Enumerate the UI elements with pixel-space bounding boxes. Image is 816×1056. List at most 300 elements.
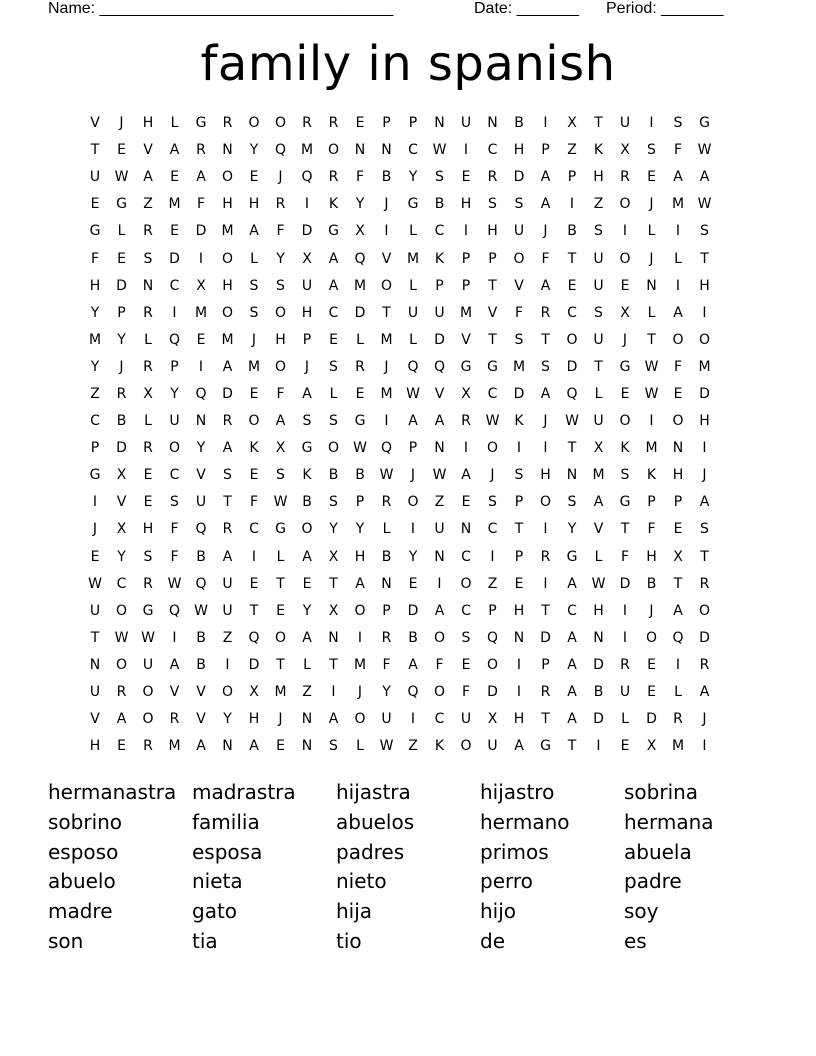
grid-letter[interactable]: Q <box>672 629 685 646</box>
grid-letter[interactable]: R <box>620 656 631 673</box>
grid-letter[interactable]: T <box>488 277 498 294</box>
grid-letter[interactable]: D <box>646 711 658 728</box>
grid-letter[interactable]: G <box>619 494 631 511</box>
grid-letter[interactable]: P <box>647 494 657 511</box>
grid-letter[interactable]: U <box>222 575 234 592</box>
grid-letter[interactable]: D <box>301 223 313 240</box>
grid-letter[interactable]: T <box>249 602 259 619</box>
grid-letter[interactable]: H <box>248 196 260 213</box>
grid-letter[interactable]: O <box>274 115 287 132</box>
grid-letter[interactable]: A <box>328 277 339 294</box>
grid-letter[interactable]: F <box>461 684 471 701</box>
grid-letter[interactable]: F <box>647 521 657 538</box>
grid-letter[interactable]: Q <box>566 385 579 402</box>
grid-letter[interactable]: M <box>592 467 606 484</box>
grid-letter[interactable]: S <box>594 304 604 321</box>
grid-letter[interactable]: D <box>619 575 631 592</box>
grid-letter[interactable]: B <box>408 629 419 646</box>
grid-letter[interactable]: F <box>355 169 365 186</box>
grid-letter[interactable]: H <box>89 277 101 294</box>
grid-letter[interactable]: U <box>513 223 525 240</box>
grid-letter[interactable]: W <box>565 413 580 430</box>
grid-letter[interactable]: O <box>698 602 711 619</box>
grid-letter[interactable]: X <box>116 467 127 484</box>
grid-letter[interactable]: F <box>673 358 683 375</box>
grid-letter[interactable]: O <box>619 413 632 430</box>
grid-letter[interactable]: D <box>116 440 128 457</box>
grid-letter[interactable]: R <box>381 629 392 646</box>
grid-letter[interactable]: P <box>302 331 312 348</box>
grid-letter[interactable]: P <box>514 494 524 511</box>
grid-letter[interactable]: A <box>461 467 472 484</box>
grid-letter[interactable]: O <box>539 494 552 511</box>
grid-letter[interactable]: D <box>513 385 525 402</box>
grid-letter[interactable]: B <box>567 223 578 240</box>
grid-letter[interactable]: T <box>514 521 524 538</box>
grid-letter[interactable]: I <box>543 521 549 538</box>
grid-letter[interactable]: G <box>540 738 552 755</box>
grid-letter[interactable]: E <box>620 277 630 294</box>
grid-letter[interactable]: V <box>90 711 101 728</box>
grid-letter[interactable]: Y <box>567 521 577 538</box>
grid-letter[interactable]: N <box>89 656 101 673</box>
grid-letter[interactable]: O <box>672 331 685 348</box>
grid-letter[interactable]: R <box>143 223 154 240</box>
grid-letter[interactable]: O <box>142 684 155 701</box>
grid-letter[interactable]: H <box>513 602 525 619</box>
grid-letter[interactable]: A <box>116 711 127 728</box>
grid-letter[interactable]: S <box>329 413 339 430</box>
grid-letter[interactable]: V <box>487 304 498 321</box>
grid-letter[interactable]: A <box>699 494 710 511</box>
grid-letter[interactable]: A <box>540 385 551 402</box>
grid-letter[interactable]: N <box>222 142 234 159</box>
grid-letter[interactable]: A <box>302 629 313 646</box>
grid-letter[interactable]: X <box>275 440 286 457</box>
grid-letter[interactable]: J <box>357 684 363 701</box>
grid-letter[interactable]: I <box>543 115 549 132</box>
grid-letter[interactable]: S <box>223 467 233 484</box>
grid-letter[interactable]: K <box>646 467 657 484</box>
grid-letter[interactable]: E <box>276 602 286 619</box>
grid-letter[interactable]: O <box>645 629 658 646</box>
grid-letter[interactable]: R <box>143 304 154 321</box>
grid-letter[interactable]: T <box>567 250 577 267</box>
grid-letter[interactable]: A <box>302 385 313 402</box>
grid-letter[interactable]: J <box>543 413 549 430</box>
grid-letter[interactable]: J <box>278 711 284 728</box>
grid-letter[interactable]: J <box>702 467 708 484</box>
grid-letter[interactable]: E <box>302 575 312 592</box>
grid-letter[interactable]: L <box>382 521 391 538</box>
grid-letter[interactable]: I <box>675 656 681 673</box>
grid-letter[interactable]: W <box>697 196 712 213</box>
grid-letter[interactable]: K <box>302 467 313 484</box>
grid-letter[interactable]: A <box>275 413 286 430</box>
grid-letter[interactable]: T <box>594 115 604 132</box>
grid-letter[interactable]: M <box>459 304 473 321</box>
grid-letter[interactable]: X <box>593 440 604 457</box>
grid-letter[interactable]: H <box>646 548 658 565</box>
grid-letter[interactable]: Y <box>196 440 206 457</box>
grid-letter[interactable]: D <box>513 169 525 186</box>
grid-letter[interactable]: I <box>543 440 549 457</box>
grid-letter[interactable]: Z <box>302 684 313 701</box>
grid-letter[interactable]: O <box>460 575 473 592</box>
grid-letter[interactable]: Q <box>380 440 393 457</box>
grid-letter[interactable]: J <box>702 711 708 728</box>
grid-letter[interactable]: I <box>702 738 708 755</box>
grid-letter[interactable]: C <box>461 602 472 619</box>
grid-letter[interactable]: I <box>702 440 708 457</box>
grid-letter[interactable]: E <box>647 169 657 186</box>
grid-letter[interactable]: D <box>593 656 605 673</box>
grid-letter[interactable]: R <box>620 169 631 186</box>
grid-letter[interactable]: E <box>117 250 127 267</box>
grid-letter[interactable]: P <box>541 142 551 159</box>
grid-letter[interactable]: A <box>434 413 445 430</box>
grid-letter[interactable]: U <box>142 656 154 673</box>
grid-letter[interactable]: R <box>699 656 710 673</box>
grid-letter[interactable]: H <box>142 115 154 132</box>
grid-letter[interactable]: G <box>460 358 472 375</box>
grid-letter[interactable]: D <box>407 602 419 619</box>
grid-letter[interactable]: P <box>488 250 498 267</box>
grid-letter[interactable]: J <box>543 223 549 240</box>
grid-letter[interactable]: M <box>353 277 367 294</box>
grid-letter[interactable]: M <box>247 358 261 375</box>
grid-letter[interactable]: Z <box>408 738 419 755</box>
grid-letter[interactable]: E <box>329 331 339 348</box>
grid-letter[interactable]: O <box>460 738 473 755</box>
grid-letter[interactable]: Z <box>222 629 233 646</box>
grid-letter[interactable]: O <box>221 169 234 186</box>
grid-letter[interactable]: H <box>540 467 552 484</box>
grid-letter[interactable]: F <box>620 548 630 565</box>
grid-letter[interactable]: N <box>222 738 234 755</box>
grid-letter[interactable]: V <box>514 277 525 294</box>
grid-letter[interactable]: O <box>566 331 579 348</box>
grid-letter[interactable]: A <box>143 169 154 186</box>
grid-letter[interactable]: M <box>645 440 659 457</box>
grid-letter[interactable]: W <box>644 385 659 402</box>
grid-letter[interactable]: Q <box>274 142 287 159</box>
grid-letter[interactable]: N <box>513 629 525 646</box>
grid-letter[interactable]: T <box>276 575 286 592</box>
grid-letter[interactable]: F <box>541 250 551 267</box>
grid-letter[interactable]: I <box>543 575 549 592</box>
grid-letter[interactable]: J <box>119 358 125 375</box>
grid-letter[interactable]: F <box>249 494 259 511</box>
grid-letter[interactable]: P <box>90 440 100 457</box>
grid-letter[interactable]: P <box>382 115 392 132</box>
grid-letter[interactable]: E <box>461 656 471 673</box>
grid-letter[interactable]: V <box>593 521 604 538</box>
grid-letter[interactable]: M <box>512 358 526 375</box>
grid-letter[interactable]: H <box>593 602 605 619</box>
grid-letter[interactable]: J <box>384 196 390 213</box>
grid-letter[interactable]: O <box>115 656 128 673</box>
grid-letter[interactable]: S <box>514 196 524 213</box>
grid-letter[interactable]: X <box>620 304 631 321</box>
grid-letter[interactable]: E <box>143 467 153 484</box>
grid-letter[interactable]: A <box>196 738 207 755</box>
grid-letter[interactable]: E <box>620 738 630 755</box>
grid-letter[interactable]: K <box>434 250 445 267</box>
grid-letter[interactable]: I <box>198 250 204 267</box>
grid-letter[interactable]: A <box>222 548 233 565</box>
grid-letter[interactable]: C <box>487 385 498 402</box>
grid-letter[interactable]: L <box>170 115 179 132</box>
grid-letter[interactable]: E <box>673 521 683 538</box>
grid-letter[interactable]: D <box>222 385 234 402</box>
grid-letter[interactable]: V <box>461 331 472 348</box>
grid-letter[interactable]: B <box>514 115 525 132</box>
grid-letter[interactable]: I <box>622 602 628 619</box>
grid-letter[interactable]: R <box>673 711 684 728</box>
grid-letter[interactable]: X <box>249 684 260 701</box>
grid-letter[interactable]: I <box>516 684 522 701</box>
grid-letter[interactable]: M <box>194 304 208 321</box>
grid-letter[interactable]: E <box>514 575 524 592</box>
grid-letter[interactable]: R <box>143 440 154 457</box>
grid-letter[interactable]: V <box>90 115 101 132</box>
grid-letter[interactable]: A <box>434 602 445 619</box>
grid-letter[interactable]: I <box>622 629 628 646</box>
grid-letter[interactable]: G <box>328 223 340 240</box>
grid-letter[interactable]: R <box>328 115 339 132</box>
grid-letter[interactable]: N <box>434 440 446 457</box>
date-field[interactable]: Date: _______ <box>474 0 579 17</box>
grid-letter[interactable]: L <box>594 385 603 402</box>
grid-letter[interactable]: S <box>329 738 339 755</box>
grid-letter[interactable]: L <box>144 413 153 430</box>
grid-letter[interactable]: A <box>673 304 684 321</box>
grid-letter[interactable]: G <box>566 548 578 565</box>
grid-letter[interactable]: D <box>540 629 552 646</box>
grid-letter[interactable]: T <box>329 656 339 673</box>
grid-letter[interactable]: E <box>143 494 153 511</box>
grid-letter[interactable]: D <box>195 223 207 240</box>
grid-letter[interactable]: O <box>301 521 314 538</box>
grid-letter[interactable]: J <box>304 358 310 375</box>
grid-letter[interactable]: C <box>249 521 260 538</box>
grid-letter[interactable]: U <box>407 304 419 321</box>
grid-letter[interactable]: S <box>143 250 153 267</box>
grid-letter[interactable]: N <box>672 440 684 457</box>
grid-letter[interactable]: C <box>567 304 578 321</box>
grid-letter[interactable]: Y <box>382 684 392 701</box>
grid-letter[interactable]: X <box>673 548 684 565</box>
grid-letter[interactable]: L <box>276 548 285 565</box>
grid-letter[interactable]: O <box>248 115 261 132</box>
grid-letter[interactable]: N <box>434 548 446 565</box>
grid-letter[interactable]: R <box>222 413 233 430</box>
grid-letter[interactable]: W <box>141 629 156 646</box>
grid-letter[interactable]: T <box>594 358 604 375</box>
name-field[interactable]: Name: _________________________________ <box>48 0 394 17</box>
grid-letter[interactable]: Y <box>249 142 259 159</box>
grid-letter[interactable]: T <box>223 494 233 511</box>
grid-letter[interactable]: E <box>647 656 657 673</box>
grid-letter[interactable]: L <box>356 331 365 348</box>
grid-letter[interactable]: A <box>302 548 313 565</box>
grid-letter[interactable]: A <box>196 169 207 186</box>
grid-letter[interactable]: R <box>196 142 207 159</box>
grid-letter[interactable]: U <box>460 115 472 132</box>
grid-letter[interactable]: A <box>593 494 604 511</box>
grid-letter[interactable]: K <box>328 196 339 213</box>
grid-letter[interactable]: O <box>168 440 181 457</box>
grid-letter[interactable]: I <box>702 304 708 321</box>
grid-letter[interactable]: I <box>225 656 231 673</box>
grid-letter[interactable]: X <box>196 277 207 294</box>
grid-letter[interactable]: H <box>460 196 472 213</box>
grid-letter[interactable]: L <box>356 738 365 755</box>
grid-letter[interactable]: V <box>434 385 445 402</box>
grid-letter[interactable]: T <box>673 575 683 592</box>
grid-letter[interactable]: W <box>591 575 606 592</box>
grid-letter[interactable]: N <box>460 521 472 538</box>
grid-letter[interactable]: I <box>569 196 575 213</box>
grid-letter[interactable]: Y <box>408 169 418 186</box>
grid-letter[interactable]: A <box>699 169 710 186</box>
grid-letter[interactable]: O <box>354 602 367 619</box>
grid-letter[interactable]: R <box>222 521 233 538</box>
grid-letter[interactable]: Y <box>117 331 127 348</box>
grid-letter[interactable]: S <box>329 494 339 511</box>
grid-letter[interactable]: W <box>273 494 288 511</box>
grid-letter[interactable]: X <box>646 738 657 755</box>
grid-letter[interactable]: S <box>700 521 710 538</box>
grid-letter[interactable]: A <box>222 358 233 375</box>
grid-letter[interactable]: A <box>222 440 233 457</box>
grid-letter[interactable]: S <box>170 494 180 511</box>
grid-letter[interactable]: I <box>437 575 443 592</box>
grid-letter[interactable]: R <box>275 196 286 213</box>
grid-letter[interactable]: U <box>434 521 446 538</box>
grid-letter[interactable]: Z <box>567 142 578 159</box>
grid-letter[interactable]: O <box>433 684 446 701</box>
grid-letter[interactable]: W <box>194 602 209 619</box>
grid-letter[interactable]: J <box>649 602 655 619</box>
grid-letter[interactable]: M <box>353 656 367 673</box>
grid-letter[interactable]: C <box>328 304 339 321</box>
grid-letter[interactable]: T <box>647 331 657 348</box>
grid-letter[interactable]: R <box>116 684 127 701</box>
grid-letter[interactable]: P <box>435 277 445 294</box>
grid-letter[interactable]: Q <box>433 358 446 375</box>
grid-letter[interactable]: R <box>143 358 154 375</box>
grid-letter[interactable]: C <box>434 223 445 240</box>
grid-letter[interactable]: W <box>644 358 659 375</box>
grid-letter[interactable]: E <box>249 575 259 592</box>
grid-letter[interactable]: H <box>699 413 711 430</box>
grid-letter[interactable]: O <box>248 413 261 430</box>
grid-letter[interactable]: R <box>699 575 710 592</box>
grid-letter[interactable]: U <box>89 602 101 619</box>
grid-letter[interactable]: O <box>221 304 234 321</box>
grid-letter[interactable]: E <box>355 115 365 132</box>
grid-letter[interactable]: V <box>196 467 207 484</box>
grid-letter[interactable]: U <box>460 711 472 728</box>
grid-letter[interactable]: P <box>117 304 127 321</box>
grid-letter[interactable]: C <box>487 521 498 538</box>
grid-letter[interactable]: I <box>357 629 363 646</box>
grid-letter[interactable]: X <box>355 223 366 240</box>
grid-letter[interactable]: O <box>115 602 128 619</box>
grid-letter[interactable]: A <box>673 602 684 619</box>
grid-letter[interactable]: R <box>487 169 498 186</box>
grid-letter[interactable]: T <box>276 656 286 673</box>
grid-letter[interactable]: H <box>222 196 234 213</box>
grid-letter[interactable]: J <box>384 358 390 375</box>
grid-letter[interactable]: K <box>620 440 631 457</box>
grid-letter[interactable]: Q <box>195 385 208 402</box>
grid-letter[interactable]: A <box>328 250 339 267</box>
grid-letter[interactable]: S <box>594 223 604 240</box>
period-field[interactable]: Period: _______ <box>606 0 724 17</box>
grid-letter[interactable]: O <box>619 196 632 213</box>
grid-letter[interactable]: N <box>301 711 313 728</box>
grid-letter[interactable]: W <box>485 413 500 430</box>
grid-letter[interactable]: G <box>699 115 711 132</box>
grid-letter[interactable]: H <box>354 548 366 565</box>
grid-letter[interactable]: A <box>328 711 339 728</box>
grid-letter[interactable]: E <box>567 277 577 294</box>
grid-letter[interactable]: G <box>116 196 128 213</box>
grid-letter[interactable]: W <box>353 440 368 457</box>
grid-letter[interactable]: R <box>540 684 551 701</box>
grid-letter[interactable]: I <box>331 684 337 701</box>
grid-letter[interactable]: S <box>302 413 312 430</box>
grid-letter[interactable]: U <box>593 331 605 348</box>
grid-letter[interactable]: B <box>196 548 207 565</box>
grid-letter[interactable]: E <box>249 169 259 186</box>
grid-letter[interactable]: H <box>222 277 234 294</box>
grid-letter[interactable]: P <box>541 656 551 673</box>
grid-letter[interactable]: S <box>276 467 286 484</box>
grid-letter[interactable]: M <box>88 331 102 348</box>
grid-letter[interactable]: U <box>434 304 446 321</box>
grid-letter[interactable]: L <box>594 548 603 565</box>
grid-letter[interactable]: H <box>672 467 684 484</box>
grid-letter[interactable]: Y <box>408 548 418 565</box>
grid-letter[interactable]: P <box>673 494 683 511</box>
grid-letter[interactable]: I <box>410 521 416 538</box>
grid-letter[interactable]: Y <box>90 304 100 321</box>
grid-letter[interactable]: M <box>671 738 685 755</box>
grid-letter[interactable]: S <box>435 169 445 186</box>
grid-letter[interactable]: W <box>114 629 129 646</box>
grid-letter[interactable]: E <box>461 494 471 511</box>
grid-letter[interactable]: D <box>354 304 366 321</box>
grid-letter[interactable]: P <box>408 115 418 132</box>
grid-letter[interactable]: M <box>300 142 314 159</box>
grid-letter[interactable]: R <box>169 711 180 728</box>
grid-letter[interactable]: O <box>672 413 685 430</box>
grid-letter[interactable]: N <box>195 413 207 430</box>
grid-letter[interactable]: D <box>566 358 578 375</box>
grid-letter[interactable]: O <box>274 304 287 321</box>
grid-letter[interactable]: F <box>90 250 100 267</box>
grid-letter[interactable]: U <box>169 413 181 430</box>
grid-letter[interactable]: I <box>463 223 469 240</box>
grid-letter[interactable]: U <box>593 413 605 430</box>
grid-letter[interactable]: M <box>221 331 235 348</box>
grid-letter[interactable]: W <box>88 575 103 592</box>
grid-letter[interactable]: H <box>248 711 260 728</box>
